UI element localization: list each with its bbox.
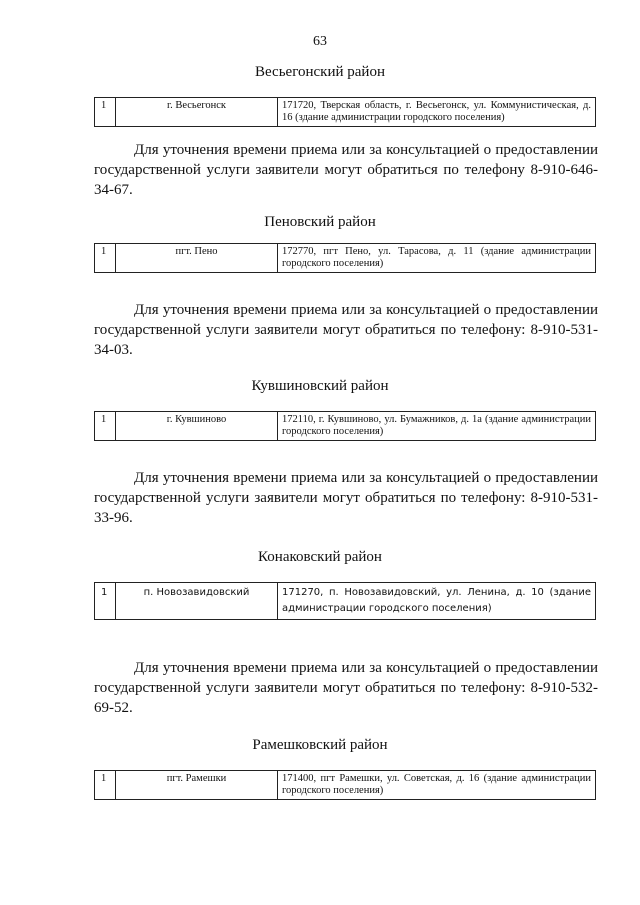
row-number: 1 bbox=[95, 244, 116, 273]
section-heading: Конаковский район bbox=[258, 549, 382, 565]
section-heading: Кувшиновский район bbox=[251, 378, 389, 394]
info-paragraph: Для уточнения времени приема или за консультацией о предоставлении государственной услуги заявители могут обратиться по телефону: 8-910-532-69-52. bbox=[94, 660, 598, 716]
info-paragraph: Для уточнения времени приема или за консультацией о предоставлении государственной услуги заявители могут обратиться по телефону 8-910-646-34-67. bbox=[94, 142, 598, 198]
section-heading: Весьегонский район bbox=[255, 64, 385, 80]
table-row bbox=[95, 412, 596, 441]
section-heading: Рамешковский район bbox=[252, 737, 388, 753]
info-paragraph: Для уточнения времени приема или за консультацией о предоставлении государственной услуги заявители могут обратиться по телефону: 8-910-531-33-96. bbox=[94, 470, 598, 526]
address-table bbox=[94, 97, 596, 127]
settlement-name: г. Кувшиново bbox=[116, 412, 278, 441]
table-row bbox=[95, 583, 596, 620]
row-number: 1 bbox=[95, 771, 116, 800]
address-cell: 172770, пгт Пено, ул. Тарасова, д. 11 (здание администрации городского поселения) bbox=[278, 244, 596, 273]
address-table bbox=[94, 582, 596, 620]
address-table bbox=[94, 770, 596, 800]
section-heading: Пеновский район bbox=[264, 214, 376, 230]
table-row bbox=[95, 98, 596, 127]
address-table bbox=[94, 411, 596, 441]
table-row bbox=[95, 771, 596, 800]
settlement-name: пгт. Пено bbox=[116, 244, 278, 273]
address-cell: 171270, п. Новозавидовский, ул. Ленина, д. 10 (здание администрации городского поселения) bbox=[278, 583, 596, 620]
settlement-name: пгт. Рамешки bbox=[116, 771, 278, 800]
address-cell: 171400, пгт Рамешки, ул. Советская, д. 16 (здание администрации городского поселения) bbox=[278, 771, 596, 800]
table-row bbox=[95, 244, 596, 273]
row-number: 1 bbox=[95, 583, 116, 620]
row-number: 1 bbox=[95, 98, 116, 127]
page-number: 63 bbox=[313, 34, 327, 49]
info-paragraph: Для уточнения времени приема или за консультацией о предоставлении государственной услуги заявители могут обратиться по телефону: 8-910-531-34-03. bbox=[94, 302, 598, 358]
row-number: 1 bbox=[95, 412, 116, 441]
settlement-name: п. Новозавидовский bbox=[116, 583, 278, 620]
address-table bbox=[94, 243, 596, 273]
address-cell: 171720, Тверская область, г. Весьегонск, ул. Коммунистическая, д. 16 (здание администрации городского поселения) bbox=[278, 98, 596, 127]
address-cell: 172110, г. Кувшиново, ул. Бумажников, д. 1а (здание администрации городского поселения) bbox=[278, 412, 596, 441]
settlement-name: г. Весьегонск bbox=[116, 98, 278, 127]
